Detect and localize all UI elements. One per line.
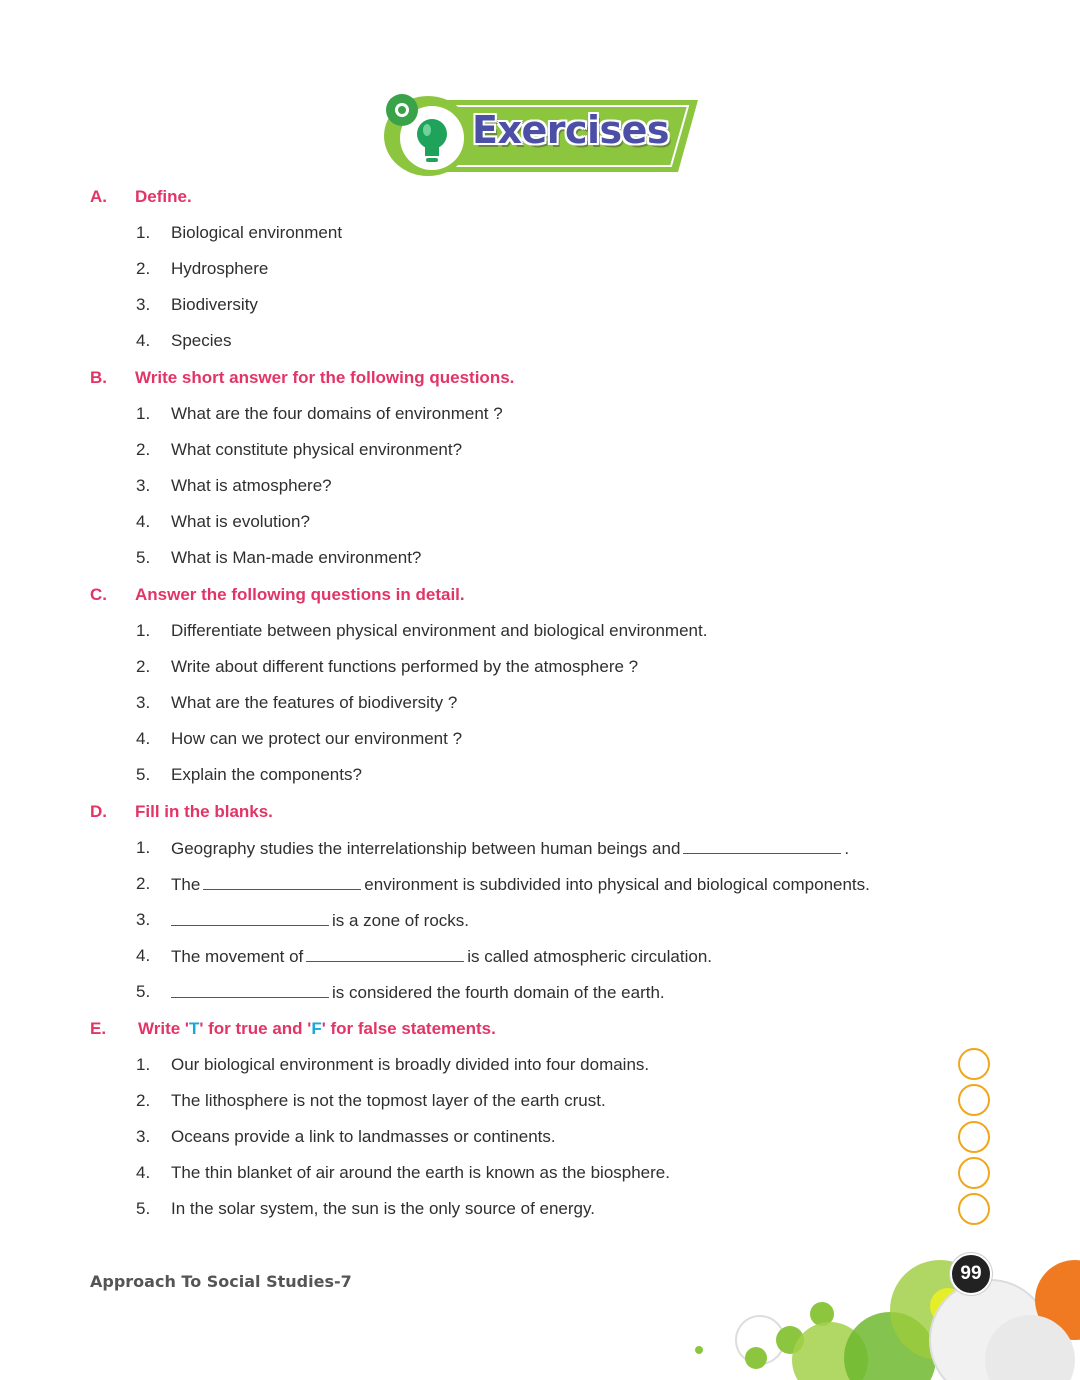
decorative-circles [690, 1240, 1080, 1380]
text-after-blank: is considered the fourth domain of the earth. [332, 983, 665, 1002]
answer-circle[interactable] [958, 1084, 990, 1116]
item-text: In the solar system, the sun is the only source of energy. [171, 1199, 595, 1218]
exercises-banner [380, 88, 700, 182]
item-number: 3. [136, 476, 151, 495]
item-number: 3. [136, 295, 151, 314]
section-letter: A. [90, 187, 107, 206]
item-text: What are the four domains of environment ? [171, 404, 503, 423]
item-number: 2. [136, 1091, 151, 1110]
gear-icon [386, 94, 418, 126]
item-number: 4. [136, 331, 151, 350]
item-number: 4. [136, 729, 151, 748]
item-text [171, 944, 712, 969]
item-text [171, 872, 870, 897]
item-number: 5. [136, 765, 151, 784]
item-text: Hydrosphere [171, 259, 269, 278]
title-part: Write ' [138, 1019, 189, 1038]
item-number: 5. [136, 1199, 151, 1218]
item-text: Biological environment [171, 223, 343, 242]
section-title: Write short answer for the following questions. [135, 368, 515, 387]
item-number: 2. [136, 259, 151, 278]
item-number: 2. [136, 657, 151, 676]
title-part: ' for true and ' [199, 1019, 312, 1038]
item-text: What are the features of biodiversity ? [171, 693, 458, 712]
item-text: The lithosphere is not the topmost layer of the earth crust. [171, 1091, 606, 1110]
section-letter: C. [90, 585, 107, 604]
text-after-blank: environment is subdivided into physical and biological components. [364, 875, 870, 894]
banner-title: Exercises [472, 108, 670, 152]
answer-circle[interactable] [958, 1121, 990, 1153]
title-part: ' for false statements. [321, 1019, 496, 1038]
item-text: How can we protect our environment ? [171, 729, 463, 748]
item-text: Oceans provide a link to landmasses or continents. [171, 1127, 556, 1146]
answer-blank[interactable] [203, 872, 361, 890]
item-text [171, 908, 469, 933]
item-text: What is Man-made environment? [171, 548, 422, 567]
page-number: 99 [950, 1253, 992, 1295]
section-letter: B. [90, 368, 107, 387]
item-number: 5. [136, 982, 151, 1001]
true-letter: T [188, 1019, 200, 1038]
item-number: 1. [136, 223, 151, 242]
section-letter: E. [90, 1019, 107, 1038]
answer-circle[interactable] [958, 1193, 990, 1225]
answer-blank[interactable] [171, 908, 329, 926]
item-text: Explain the components? [171, 765, 362, 784]
answer-blank[interactable] [683, 836, 841, 854]
text-before-blank: The [171, 875, 201, 894]
item-text: Our biological environment is broadly divided into four domains. [171, 1055, 650, 1074]
item-text: Species [171, 331, 232, 350]
item-text: Differentiate between physical environment and biological environment. [171, 621, 708, 640]
answer-blank[interactable] [171, 980, 329, 998]
item-number: 1. [136, 838, 151, 857]
item-number: 1. [136, 621, 151, 640]
text-after-blank: is a zone of rocks. [332, 911, 470, 930]
text-after-blank: is called atmospheric circulation. [467, 947, 712, 966]
item-text: What is atmosphere? [171, 476, 332, 495]
item-number: 1. [136, 404, 151, 423]
answer-circle[interactable] [958, 1048, 990, 1080]
item-number: 2. [136, 874, 151, 893]
text-before-blank: Geography studies the interrelationship between human beings and [171, 839, 681, 858]
item-number: 5. [136, 548, 151, 567]
item-number: 1. [136, 1055, 151, 1074]
item-number: 2. [136, 440, 151, 459]
text-after-blank: . [844, 839, 850, 858]
section-title: Define. [135, 187, 192, 206]
section-letter: D. [90, 802, 107, 821]
item-number: 4. [136, 946, 151, 965]
item-text: The thin blanket of air around the earth is known as the biosphere. [171, 1163, 670, 1182]
item-text [171, 980, 665, 1005]
item-text [171, 836, 849, 861]
item-text: What constitute physical environment? [171, 440, 463, 459]
answer-circle[interactable] [958, 1157, 990, 1189]
text-before-blank: The movement of [171, 947, 304, 966]
book-title: Approach To Social Studies-7 [90, 1272, 352, 1291]
section-title [138, 1017, 496, 1041]
item-number: 3. [136, 693, 151, 712]
item-number: 4. [136, 1163, 151, 1182]
item-text: Write about different functions performed by the atmosphere ? [171, 657, 639, 676]
section-title: Fill in the blanks. [135, 802, 273, 821]
item-text: Biodiversity [171, 295, 258, 314]
section-title: Answer the following questions in detail. [135, 585, 465, 604]
item-text: What is evolution? [171, 512, 310, 531]
false-letter: F [311, 1019, 322, 1038]
item-number: 3. [136, 1127, 151, 1146]
answer-blank[interactable] [306, 944, 464, 962]
item-number: 3. [136, 910, 151, 929]
item-number: 4. [136, 512, 151, 531]
